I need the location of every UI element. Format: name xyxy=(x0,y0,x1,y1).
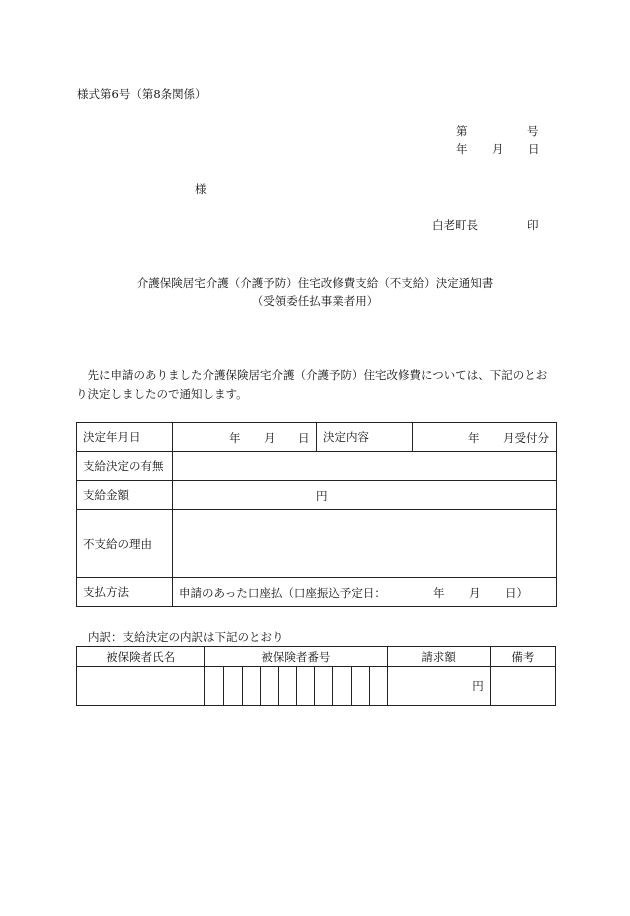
document-subtitle: （受領委任払事業者用） xyxy=(251,294,379,308)
amount-label: 支給金額 xyxy=(77,481,173,510)
payment-status-row xyxy=(77,452,557,481)
transfer-month-label: 月 xyxy=(469,586,481,600)
decision-day-label: 日 xyxy=(298,431,310,445)
issue-day-label: 日 xyxy=(528,142,540,156)
breakdown-caption: 内訳：支給決定の内訳は下記のとおり xyxy=(88,630,284,644)
issue-year-label: 年 xyxy=(456,142,468,156)
insured-number-digit-cell[interactable] xyxy=(297,667,315,706)
payment-status-field[interactable] xyxy=(173,452,557,481)
insured-number-digit-cell[interactable] xyxy=(243,667,261,706)
payment-method-label: 支払方法 xyxy=(77,578,173,607)
addressee-suffix: 様 xyxy=(195,182,207,196)
decision-month-label: 月 xyxy=(264,431,276,445)
insured-number-header: 被保険者番号 xyxy=(205,647,387,667)
amount-row xyxy=(77,481,557,510)
transfer-day-label: 日） xyxy=(505,586,528,600)
received-year-label: 年 xyxy=(468,431,480,445)
insured-number-digit-cell[interactable] xyxy=(315,667,333,706)
decision-year-label: 年 xyxy=(229,431,241,445)
breakdown-table xyxy=(76,646,556,706)
decision-date-row xyxy=(77,423,557,452)
claim-amount-header: 請求額 xyxy=(387,647,490,667)
document-number-line xyxy=(456,123,538,137)
decision-date-label: 決定年月日 xyxy=(77,423,173,452)
issue-date-line xyxy=(456,141,538,155)
remarks-cell[interactable] xyxy=(490,667,555,706)
claim-amount-cell[interactable] xyxy=(387,667,490,706)
issuer-name: 白老町長 xyxy=(432,218,478,232)
insured-name-cell[interactable] xyxy=(77,667,205,706)
reason-row xyxy=(77,510,557,578)
number-suffix: 号 xyxy=(527,124,539,138)
payment-method-field[interactable] xyxy=(173,578,557,607)
transfer-year-label: 年 xyxy=(433,586,445,600)
amount-yen-unit: 円 xyxy=(316,489,328,503)
remarks-header: 備考 xyxy=(490,647,555,667)
insured-number-digit-cell[interactable] xyxy=(261,667,279,706)
issue-month-label: 月 xyxy=(492,142,504,156)
number-prefix: 第 xyxy=(456,124,468,138)
issuer-line xyxy=(432,217,540,231)
payment-status-label: 支給決定の有無 xyxy=(77,452,173,481)
decision-table xyxy=(76,422,557,607)
notice-body: 先に申請のありました介護保険居宅介護（介護予防）住宅改修費については、下記のとおり決定しましたので通知します。 xyxy=(76,368,548,401)
insured-number-digit-cell[interactable] xyxy=(279,667,297,706)
insured-number-digit-cell[interactable] xyxy=(205,667,224,706)
reason-field[interactable] xyxy=(173,510,557,578)
form-number: 様式第6号（第8条関係） xyxy=(77,87,207,101)
decision-date-field[interactable] xyxy=(173,423,317,452)
insured-number-digit-cell[interactable] xyxy=(224,667,243,706)
breakdown-header-row xyxy=(77,647,556,667)
seal-mark: 印 xyxy=(527,218,539,232)
insured-number-digit-cell[interactable] xyxy=(369,667,387,706)
insured-number-digit-cell[interactable] xyxy=(351,667,369,706)
decision-content-field[interactable] xyxy=(413,423,557,452)
amount-field[interactable] xyxy=(173,481,557,510)
reason-label: 不支給の理由 xyxy=(77,510,173,578)
received-month-label: 月受付分 xyxy=(503,431,549,445)
insured-name-header: 被保険者氏名 xyxy=(77,647,205,667)
document-title: 介護保険居宅介護（介護予防）住宅改修費支給（不支給）決定通知書 xyxy=(136,276,494,290)
claim-yen-unit: 円 xyxy=(472,679,484,693)
decision-content-label: 決定内容 xyxy=(317,423,413,452)
breakdown-entry-row xyxy=(77,667,556,706)
payment-method-text: 申請のあった口座払（口座振込予定日： xyxy=(179,586,386,600)
payment-method-row xyxy=(77,578,557,607)
insured-number-digit-cell[interactable] xyxy=(333,667,351,706)
